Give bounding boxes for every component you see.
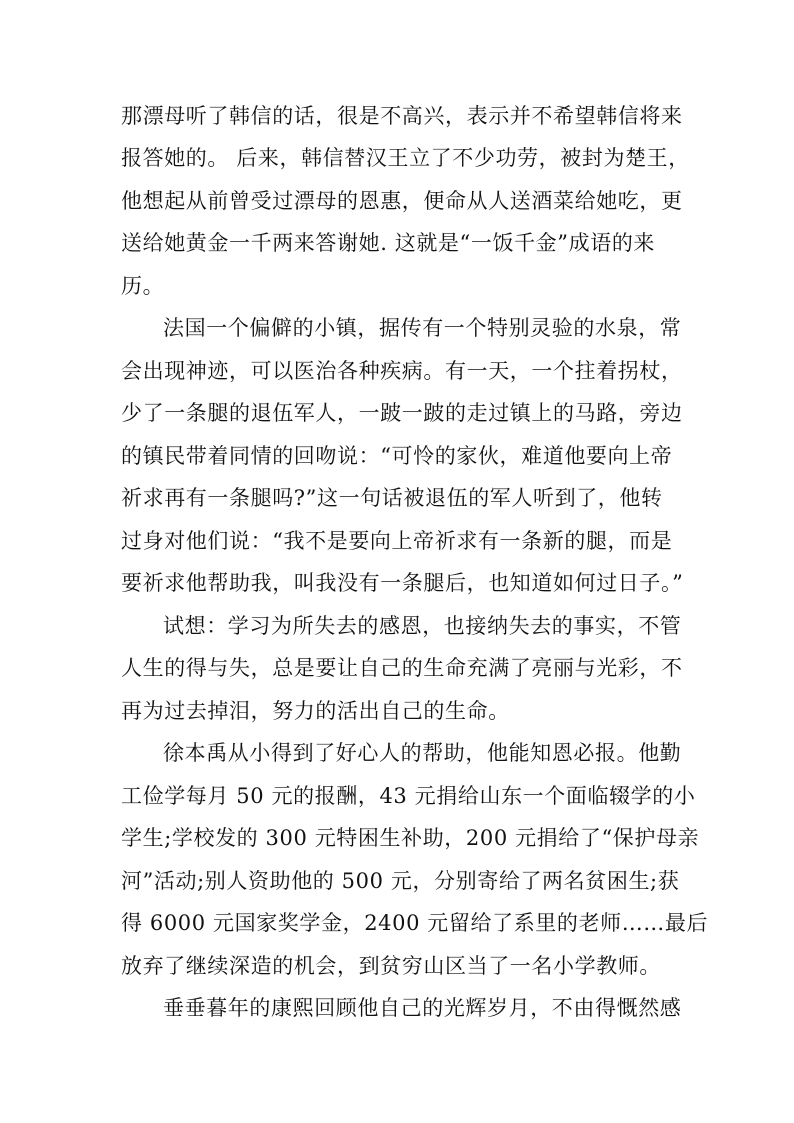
text-line: 学生;学校发的 300 元特困生补助，200 元捐给了“保护母亲: [121, 826, 700, 850]
text-line: 送给她黄金一千两来答谢她. 这就是“一饭千金”成语的来: [121, 231, 656, 255]
text-line: 祈求再有一条腿吗?”这一句话被退伍的军人听到了，他转: [121, 486, 663, 510]
text-line: 河”活动;别人资助他的 500 元，分别寄给了两名贫困生;获: [121, 869, 680, 893]
text-line: 少了一条腿的退伍军人，一跛一跛的走过镇上的马路，旁边: [121, 401, 683, 425]
paragraph-first-line: 试想：学习为所失去的感恩，也接纳失去的事实，不管: [163, 614, 682, 638]
text-line: 放弃了继续深造的机会，到贫穷山区当了一名小学教师。: [121, 954, 661, 978]
text-line: 人生的得与失，总是要让自己的生命充满了亮丽与光彩，不: [121, 656, 683, 680]
text-line: 报答她的。 后来，韩信替汉王立了不少功劳，被封为楚王，: [121, 146, 690, 170]
paragraph-first-line: 法国一个偏僻的小镇，据传有一个特别灵验的水泉，常: [163, 316, 682, 340]
text-line: 会出现神迹，可以医治各种疾病。有一天，一个拄着拐杖，: [121, 359, 683, 383]
text-line: 那漂母听了韩信的话，很是不高兴，表示并不希望韩信将来: [121, 104, 683, 128]
text-line: 他想起从前曾受过漂母的恩惠，便命从人送酒菜给她吃，更: [121, 189, 683, 213]
text-line: 的镇民带着同情的回吻说：“可怜的家伙，难道他要向上帝: [121, 444, 673, 468]
text-line: 历。: [121, 274, 165, 298]
text-line: 工俭学每月 50 元的报酬，43 元捐给山东一个面临辍学的小: [121, 784, 696, 808]
text-line: 要祈求他帮助我，叫我没有一条腿后，也知道如何过日子。”: [121, 571, 684, 595]
text-line: 过身对他们说：“我不是要向上帝祈求有一条新的腿，而是: [121, 529, 673, 553]
paragraph-first-line: 徐本禹从小得到了好心人的帮助，他能知恩必报。他勤: [163, 741, 682, 765]
paragraph-first-line: 垂垂暮年的康熙回顾他自己的光辉岁月，不由得慨然感: [163, 996, 682, 1020]
text-line: 再为过去掉泪，努力的活出自己的生命。: [121, 699, 510, 723]
text-line: 得 6000 元国家奖学金，2400 元留给了系里的老师……最后: [121, 911, 709, 935]
